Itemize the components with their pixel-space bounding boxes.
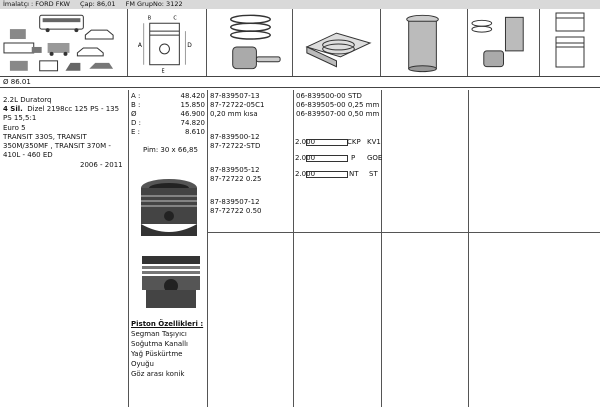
ring-code: CKP bbox=[347, 138, 361, 146]
dim-a-value: 48.420 bbox=[180, 92, 205, 100]
manufacturer-label: İmalatçı : FORD FKW bbox=[3, 0, 70, 8]
part-number-note: 0,20 mm kısa bbox=[210, 110, 258, 118]
emission-standard: Euro 5 bbox=[3, 124, 26, 132]
ring-code: P bbox=[351, 154, 356, 162]
engine-spec-line2: PS 15,5:1 bbox=[3, 114, 37, 122]
ring-ext: GOE bbox=[367, 154, 383, 162]
piston-dimension-drawing bbox=[128, 9, 206, 76]
col-divider bbox=[293, 90, 294, 407]
ring-ext: ST bbox=[369, 170, 378, 178]
production-years: 2006 - 2011 bbox=[80, 161, 123, 169]
set-drawing-image bbox=[540, 9, 600, 76]
ring-profile-icon bbox=[306, 139, 348, 146]
svg-text:E: E bbox=[161, 68, 165, 75]
vehicle-models-line2: 350M/350MF , TRANSIT 370M - bbox=[3, 142, 111, 150]
engine-spec: Dizel 2198cc 125 PS - 135 bbox=[27, 105, 120, 113]
catalog-header bbox=[0, 0, 600, 9]
ring-profile-icon bbox=[306, 155, 348, 162]
svg-text:C: C bbox=[173, 15, 177, 22]
dim-b-value: 15.850 bbox=[180, 101, 205, 109]
ring-code: NT bbox=[349, 170, 359, 178]
piston-photo-top bbox=[133, 174, 205, 250]
col-divider bbox=[128, 90, 129, 407]
piston-photo-side bbox=[138, 252, 204, 314]
ring-ext: KV1 bbox=[367, 138, 381, 146]
piston-feature-item: Soğutma Kanallı bbox=[131, 340, 189, 348]
part-number: 87-839500-12 bbox=[210, 133, 260, 141]
part-number: 87-72722 0.25 bbox=[210, 175, 262, 183]
piston-feature-item: Göz arası konik bbox=[131, 370, 185, 378]
vehicle-icons-cell bbox=[0, 9, 128, 76]
cylinder-liner-image-cell bbox=[381, 9, 468, 76]
ring-profile-icon bbox=[306, 171, 348, 178]
part-number: 87-839507-13 bbox=[210, 92, 260, 100]
dim-b-label: B : bbox=[131, 101, 141, 109]
dim-e-label: E : bbox=[131, 128, 141, 136]
piston-feature-item: Oyuğu bbox=[131, 360, 154, 368]
vehicle-models-line3: 410L - 460 ED bbox=[3, 151, 53, 159]
liner-kit-image bbox=[468, 9, 539, 76]
part-number: 87-839507-12 bbox=[210, 198, 260, 206]
catalog-table bbox=[0, 90, 600, 407]
col-divider bbox=[207, 90, 208, 407]
ring-qty: 2.000 bbox=[295, 154, 316, 162]
col-divider bbox=[381, 90, 382, 407]
vehicle-icons bbox=[0, 9, 127, 76]
svg-text:B: B bbox=[147, 15, 152, 22]
ring-set-box-image bbox=[293, 9, 380, 76]
engine-name: 2.2L Duratorq bbox=[3, 96, 52, 104]
piston-rings-image-cell bbox=[207, 9, 293, 76]
part-number: 87-72722-STD bbox=[210, 142, 261, 150]
diameter-value: 86.01 bbox=[10, 78, 31, 86]
dim-a-label: A : bbox=[131, 92, 141, 100]
piston-feature-item: Yağ Püskürtme bbox=[131, 350, 183, 358]
piston-dimension-drawing-cell bbox=[128, 9, 207, 76]
cylinder-liner-image bbox=[381, 9, 467, 76]
part-number: 87-72722 0.50 bbox=[210, 207, 262, 215]
piston-with-rings-image bbox=[207, 9, 292, 76]
pin-size: Pim: 30 x 66,85 bbox=[143, 146, 198, 154]
liner-part-number: 06-839505-00 0,25 mm bbox=[296, 101, 380, 109]
group-label: FM GrupNo: 3122 bbox=[125, 0, 183, 8]
ring-qty: 2.000 bbox=[295, 138, 316, 146]
piston-feature-item: Segman Taşıyıcı bbox=[131, 330, 187, 338]
diameter-label: Çap: 86,01 bbox=[80, 0, 116, 8]
part-number: 87-72722-05C1 bbox=[210, 101, 265, 109]
diameter-row bbox=[0, 76, 600, 88]
vehicle-models-line1: TRANSIT 330S, TRANSIT bbox=[3, 133, 87, 141]
svg-text:A: A bbox=[137, 42, 142, 49]
piston-features-title: Piston Özellikleri : bbox=[131, 320, 204, 328]
diameter-icon: Ø bbox=[3, 78, 11, 86]
ring-set-image-cell bbox=[293, 9, 381, 76]
liner-part-number: 06-839500-00 STD bbox=[296, 92, 362, 100]
dim-e-value: 8.610 bbox=[184, 128, 205, 136]
product-image-row bbox=[0, 9, 600, 76]
row-divider bbox=[207, 232, 600, 233]
svg-text:D: D bbox=[187, 42, 192, 49]
cylinder-count: 4 Sil. bbox=[3, 105, 23, 113]
col-divider bbox=[468, 90, 469, 407]
part-number: 87-839505-12 bbox=[210, 166, 260, 174]
dim-pin-label: Ø bbox=[131, 110, 137, 118]
liner-kit-image-cell bbox=[468, 9, 540, 76]
dim-d-value: 74.820 bbox=[180, 119, 205, 127]
dim-d-label: D : bbox=[131, 119, 141, 127]
liner-part-number: 06-839507-00 0,50 mm bbox=[296, 110, 380, 118]
dim-pin-value: 46.900 bbox=[180, 110, 205, 118]
ring-qty: 2.000 bbox=[295, 170, 316, 178]
set-drawing-image-cell bbox=[540, 9, 600, 76]
